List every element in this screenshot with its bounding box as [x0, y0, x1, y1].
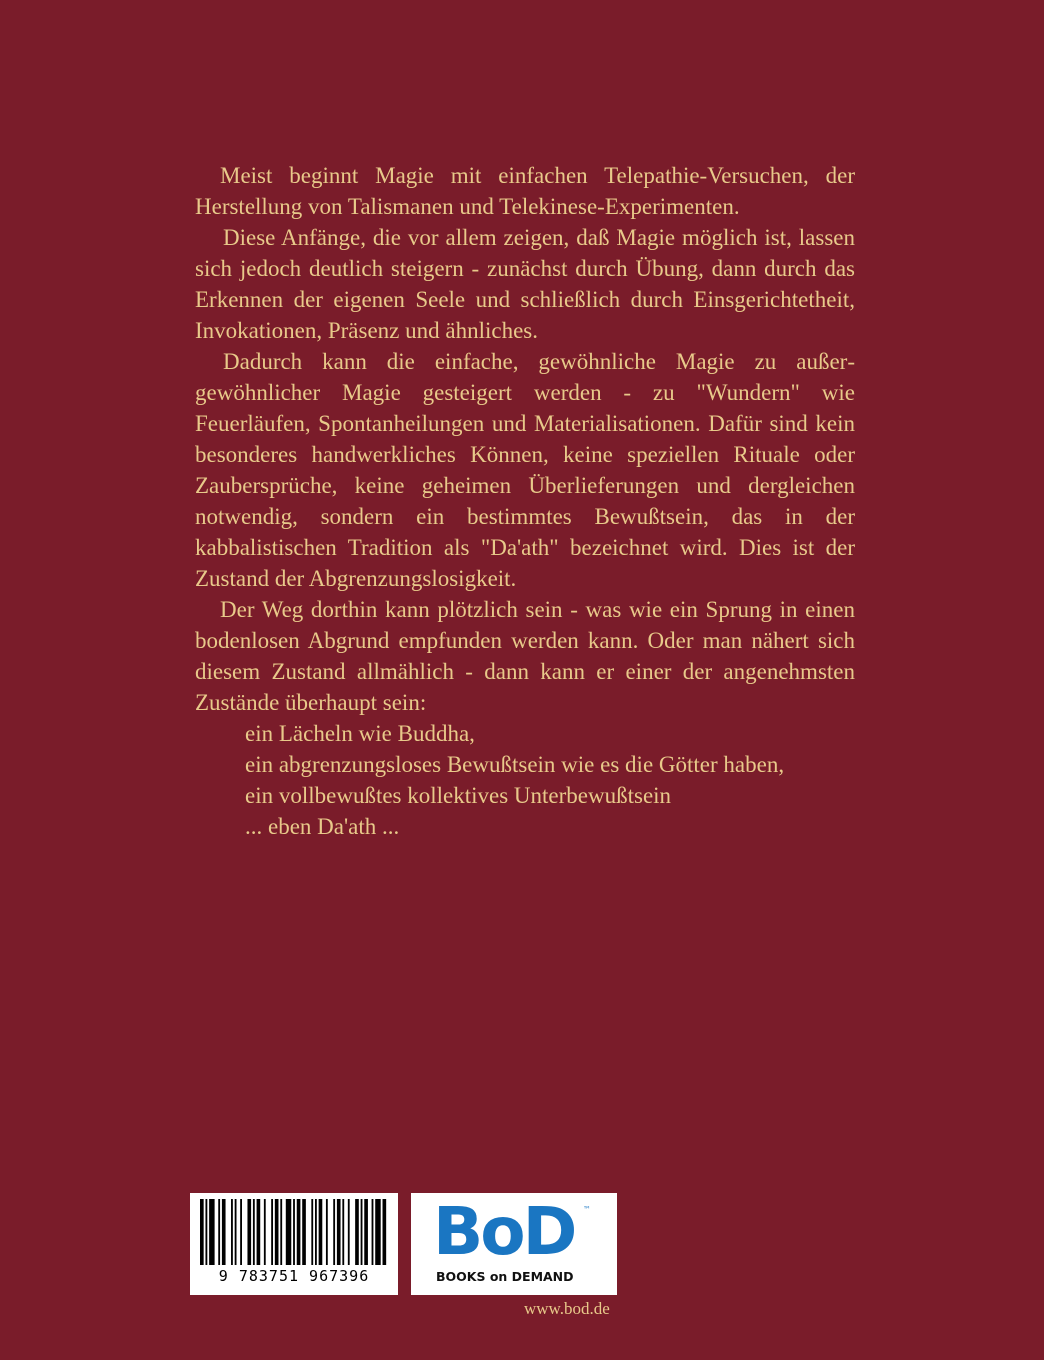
isbn-barcode — [190, 1193, 398, 1295]
blurb-paragraph-2: Diese Anfänge, die vor allem zeigen, daß Magie möglich ist, lassen sich jedoch deutlich steigern - zunächst durch Übung, dann durch das Erkennen der eigenen Seele und schließlich durch Einsgerichtetheit, Invokationen, Präsenz und ähnliches. — [195, 225, 855, 343]
publisher-website: www.bod.de — [524, 1299, 610, 1318]
blurb-paragraph-4: Der Weg dorthin kann plötzlich sein - was wie ein Sprung in einen bodenlosen Abgrund empfunden werden kann. Oder man nähert sich diesem Zustand allmählich - dann kann er einer der angenehmsten Zustände überhaupt sein: — [195, 597, 855, 715]
publisher-tagline: BOOKS on DEMAND — [436, 1269, 574, 1284]
blurb-paragraph-1: Meist beginnt Magie mit einfachen Telepathie-Versuchen, der Herstellung von Talismanen und Telekinese-Experimenten. — [195, 163, 855, 219]
verse-line: ein abgrenzungsloses Bewußtsein wie es die Götter haben, — [245, 752, 785, 777]
verse-block — [195, 718, 855, 842]
barcode-digits: 9 783751 967396 — [218, 1267, 370, 1285]
verse-line: ein vollbewußtes kollektives Unterbewußtsein — [245, 783, 672, 808]
publisher-logo — [411, 1193, 617, 1295]
blurb-paragraph-3: Dadurch kann die einfache, gewöhnliche Magie zu außergewöhnlicher Magie gesteigert werden - zu "Wundern" wie Feuerläufen, Spontanheilungen und Materialisationen. Dafür sind kein besonderes handwerkliches Können, keine speziellen Rituale oder Zaubersprüche, keine geheimen Überlieferungen und dergleichen notwendig, sondern ein bestimmtes Bewußtsein, das in der kabbalistischen Tradition als "Da'ath" bezeichnet wird. Dies ist der Zustand der Abgrenzungslosigkeit. — [195, 349, 855, 591]
trademark-symbol: ™ — [583, 1205, 591, 1214]
barcode-bars-icon — [200, 1199, 388, 1265]
verse-line: ... eben Da'ath ... — [245, 814, 400, 839]
bod-logo-mark: BoD — [433, 1193, 575, 1270]
blurb-text — [195, 160, 855, 842]
verse-line: ein Lächeln wie Buddha, — [245, 721, 475, 746]
